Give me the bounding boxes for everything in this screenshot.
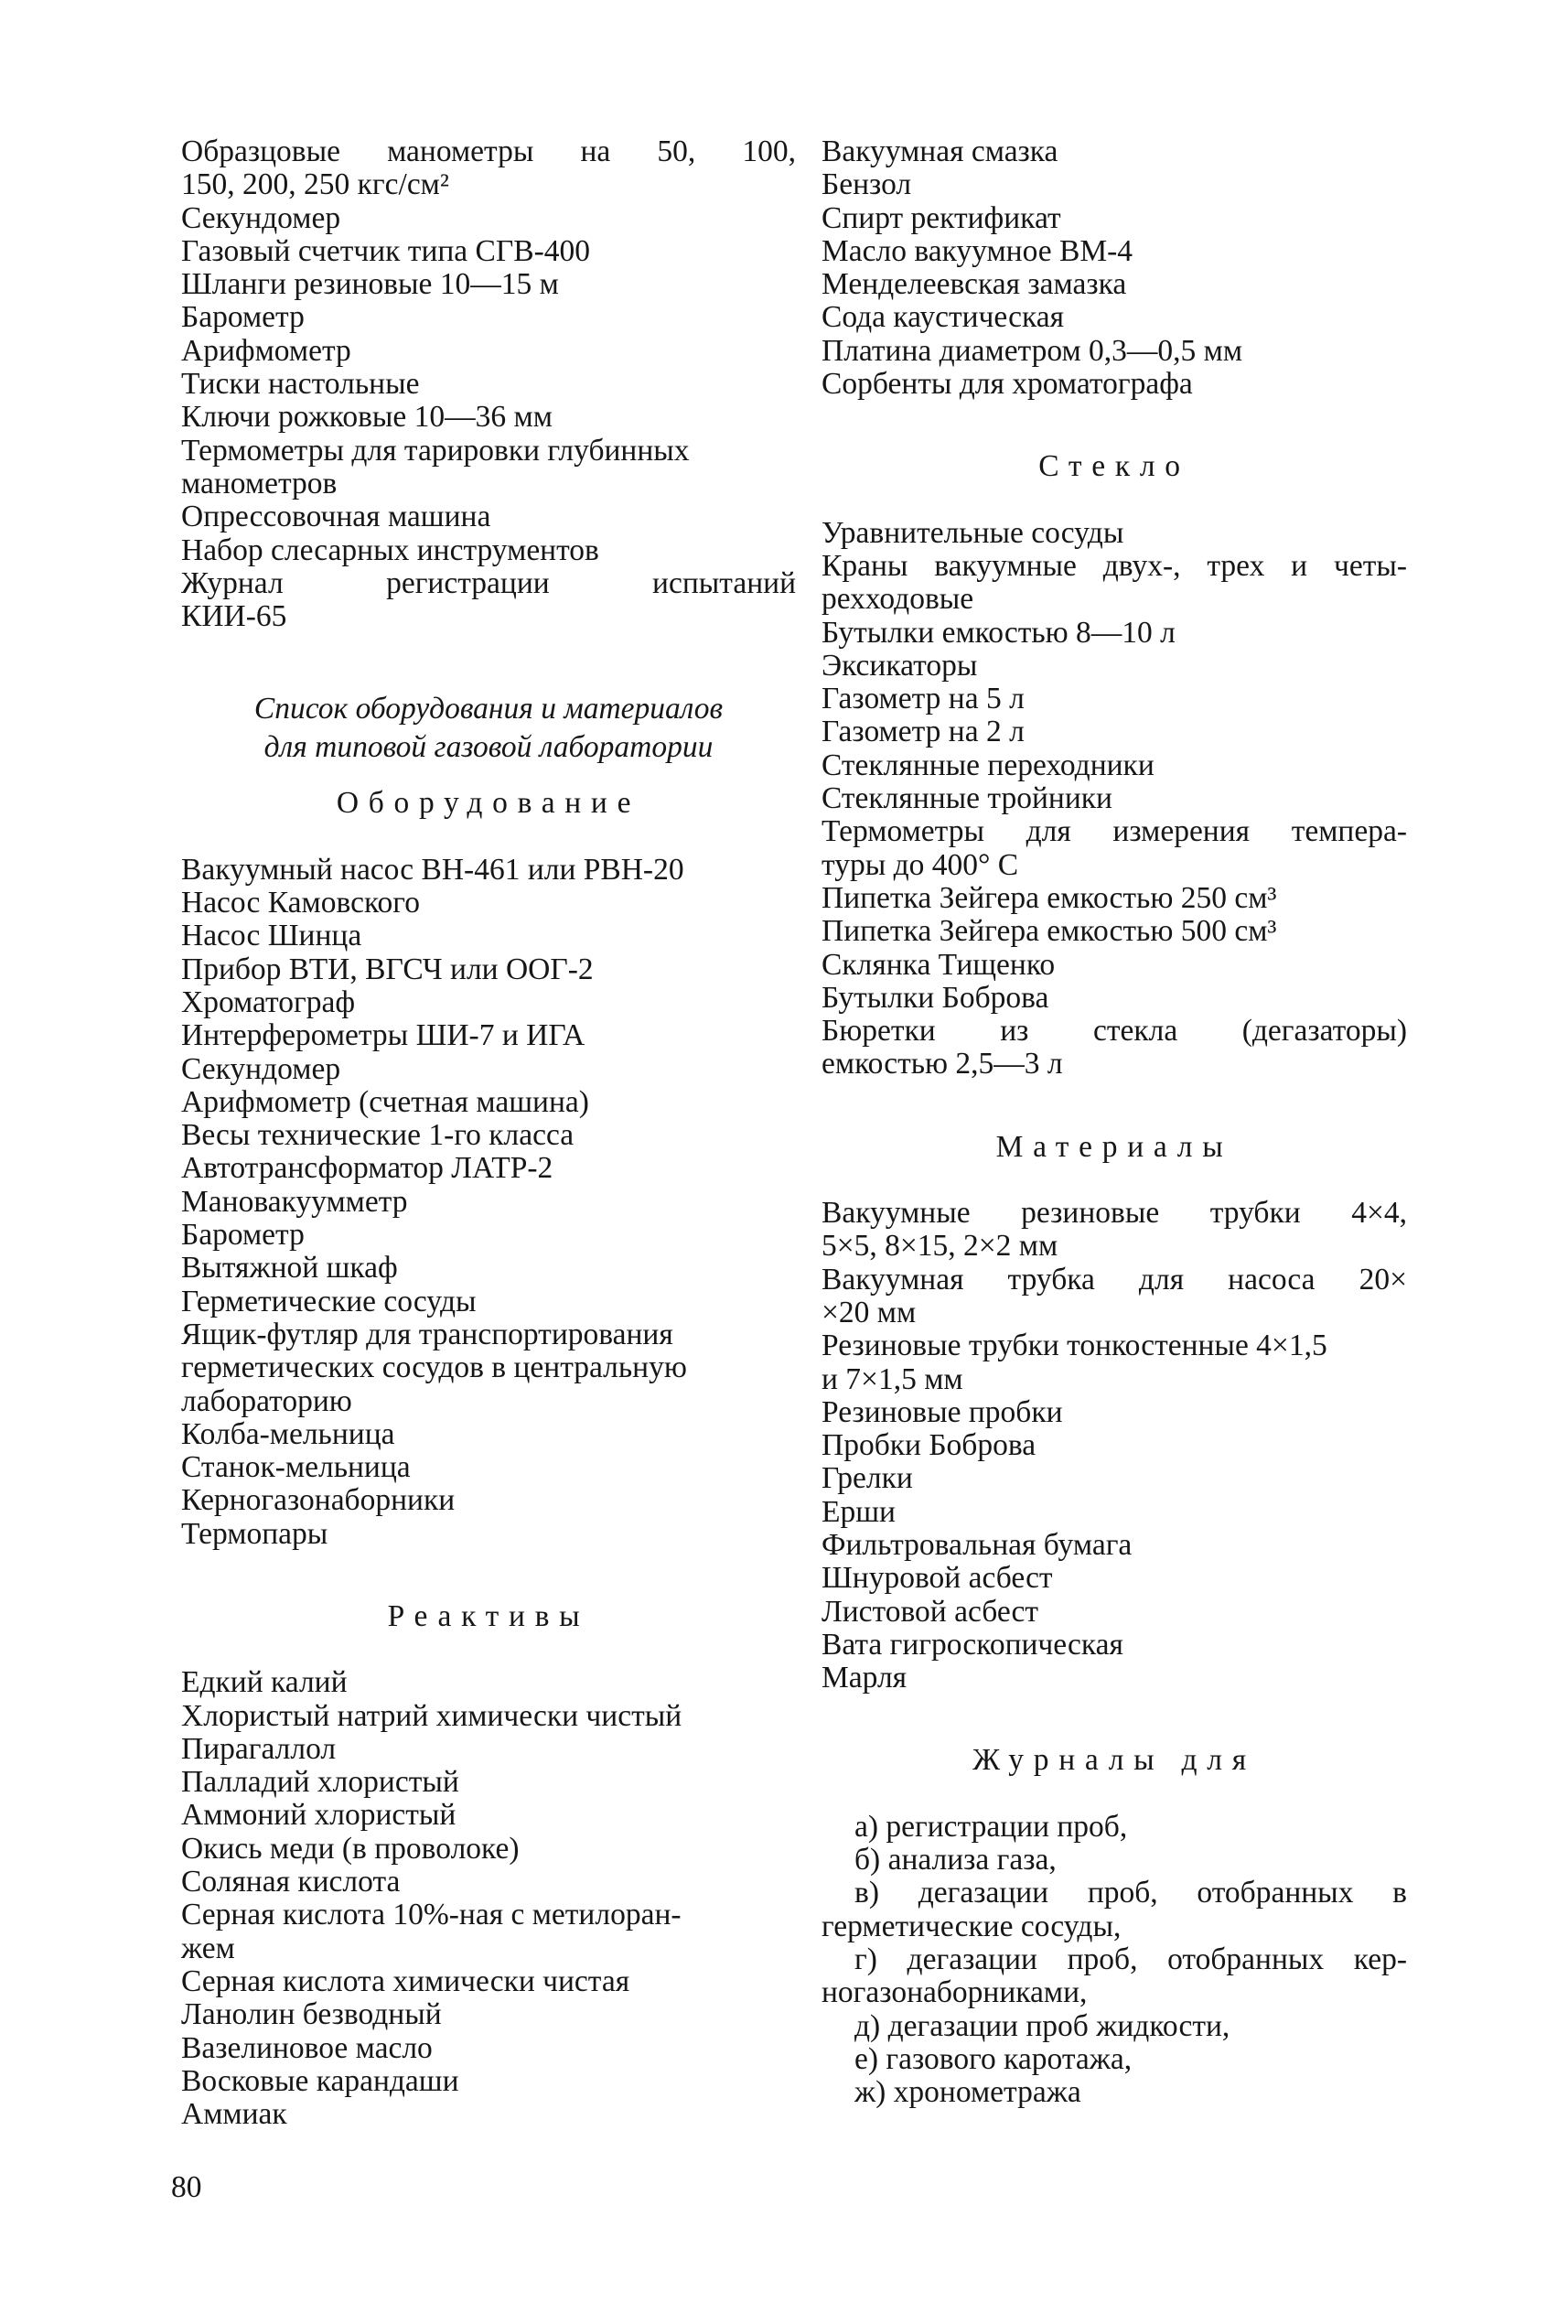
list-item: Секундомер bbox=[181, 1051, 341, 1086]
list-item: Тиски настольные bbox=[181, 367, 420, 402]
list-item: Пипетка Зейгера емкостью 500 см³ bbox=[822, 914, 1277, 949]
list-item: Пипетка Зейгера емкостью 250 см³ bbox=[822, 880, 1277, 915]
left-intro-list bbox=[181, 135, 796, 633]
reagents-list bbox=[181, 1666, 796, 2131]
list-item: Газовый счетчик типа СГВ-400 bbox=[181, 233, 590, 268]
section-heading-glass: Стекло bbox=[1038, 449, 1190, 484]
list-item: Палладий хлористый bbox=[181, 1765, 459, 1800]
list-item: а) регистрации проб, bbox=[854, 1809, 1128, 1844]
list-item: Герметические сосуды bbox=[181, 1284, 477, 1318]
list-item: Термометры для тарировки глубинных bbox=[181, 433, 690, 468]
list-item: 150, 200, 250 кгс/см² bbox=[181, 167, 449, 202]
list-item: Арифмометр bbox=[181, 333, 351, 368]
list-item: Вытяжной шкаф bbox=[181, 1251, 398, 1286]
list-item: Газометр на 5 л bbox=[822, 682, 1025, 716]
list-item: е) газового каротажа, bbox=[854, 2041, 1133, 2076]
list-item: Стеклянные переходники bbox=[822, 748, 1155, 782]
list-item: Стеклянные тройники bbox=[822, 781, 1112, 816]
list-item: Масло вакуумное ВМ-4 bbox=[822, 233, 1133, 268]
journals-list bbox=[822, 1811, 1407, 2110]
list-item: Вакуумная смазка bbox=[822, 134, 1058, 168]
list-item: Эксикаторы bbox=[822, 648, 978, 683]
list-caption bbox=[181, 690, 796, 767]
right-column bbox=[822, 135, 1407, 2109]
list-item: Термометры для измерения темпера- bbox=[822, 814, 1407, 849]
list-item: Термопары bbox=[181, 1516, 328, 1551]
left-column bbox=[181, 135, 796, 2131]
list-item: Резиновые пробки bbox=[822, 1394, 1063, 1429]
list-item: Опрессовочная машина bbox=[181, 500, 491, 534]
list-item: Пирагаллол bbox=[181, 1731, 337, 1766]
glass-list bbox=[822, 517, 1407, 1081]
list-item: Мановакуумметр bbox=[181, 1184, 408, 1219]
list-item: ×20 мм bbox=[822, 1295, 917, 1329]
list-item: Барометр bbox=[181, 300, 305, 335]
list-item: Восковые карандаши bbox=[181, 2063, 459, 2098]
list-item: Арифмометр (счетная машина) bbox=[181, 1084, 589, 1119]
list-item: Резиновые трубки тонкостенные 4×1,5 bbox=[822, 1329, 1327, 1363]
list-item: Уравнительные сосуды bbox=[822, 515, 1124, 550]
list-item: Ланолин безводный bbox=[181, 1997, 442, 2032]
list-item: Бутылки Боброва bbox=[822, 980, 1049, 1015]
list-item: КИИ-65 bbox=[181, 599, 287, 634]
equipment-list bbox=[181, 854, 796, 1551]
list-item: Шнуровой асбест bbox=[822, 1561, 1053, 1596]
list-item: Аммиак bbox=[181, 2097, 287, 2132]
list-item: и 7×1,5 мм bbox=[822, 1361, 963, 1396]
list-item: Керногазонаборники bbox=[181, 1483, 456, 1518]
list-item: Бюретки из стекла (дегазаторы) bbox=[822, 1014, 1407, 1049]
list-item: Серная кислота 10%-ная с метилоран- bbox=[181, 1898, 682, 1932]
list-item: Марля bbox=[822, 1661, 908, 1695]
list-item: Бутылки емкостью 8—10 л bbox=[822, 615, 1176, 650]
list-item: Грелки bbox=[822, 1461, 913, 1496]
list-item: ногазонаборниками, bbox=[822, 1975, 1088, 2010]
list-item: Газометр на 2 л bbox=[822, 715, 1025, 749]
list-item: Ящик-футляр для транспортирования bbox=[181, 1317, 673, 1351]
list-item: Журнал регистрации испытаний bbox=[181, 565, 796, 600]
list-item: Соляная кислота bbox=[181, 1865, 401, 1899]
list-item: Насос Шинца bbox=[181, 919, 362, 953]
list-item: Насос Камовского bbox=[181, 886, 420, 920]
list-item: б) анализа газа, bbox=[854, 1843, 1057, 1877]
list-item: Вакуумный насос ВН-461 или РВН-20 bbox=[181, 852, 684, 887]
page-number: 80 bbox=[171, 2170, 202, 2204]
list-item: лабораторию bbox=[181, 1383, 352, 1418]
list-item: Образцовые манометры на 50, 100, bbox=[181, 134, 796, 168]
list-item: Сорбенты для хроматографа bbox=[822, 367, 1193, 402]
list-item: Вакуумные резиновые трубки 4×4, bbox=[822, 1196, 1407, 1231]
list-item: Автотрансформатор ЛАТР-2 bbox=[181, 1151, 553, 1186]
list-item: Интерферометры ШИ-7 и ИГА bbox=[181, 1018, 585, 1053]
list-item: Фильтровальная бумага bbox=[822, 1527, 1133, 1562]
list-item: Окись меди (в проволоке) bbox=[181, 1831, 520, 1866]
list-item: Секундомер bbox=[181, 200, 341, 235]
materials-list bbox=[822, 1197, 1407, 1695]
list-item: Спирт ректификат bbox=[822, 200, 1061, 235]
list-item: Аммоний хлористый bbox=[181, 1798, 456, 1833]
list-item: Пробки Боброва bbox=[822, 1428, 1036, 1463]
right-intro-list bbox=[822, 135, 1407, 401]
list-item: рехходовые bbox=[822, 582, 974, 617]
list-item: Весы технические 1-го класса bbox=[181, 1118, 575, 1153]
list-item: Колба-мельница bbox=[181, 1416, 395, 1451]
list-item: Хлористый натрий химически чистый bbox=[181, 1698, 682, 1733]
list-item: Бензол bbox=[822, 167, 912, 202]
list-item: Прибор ВТИ, ВГСЧ или ООГ-2 bbox=[181, 952, 594, 986]
list-item: д) дегазации проб жидкости, bbox=[854, 2008, 1230, 2043]
list-item: Ключи рожковые 10—36 мм bbox=[181, 400, 553, 435]
list-item: Серная кислота химически чистая bbox=[181, 1964, 630, 1998]
list-item: емкостью 2,5—3 л bbox=[822, 1047, 1063, 1081]
list-item: Краны вакуумные двух-, трех и четы- bbox=[822, 548, 1407, 583]
list-item: Платина диаметром 0,3—0,5 мм bbox=[822, 333, 1243, 368]
list-item: Хроматограф bbox=[181, 984, 356, 1019]
list-item: Шланги резиновые 10—15 м bbox=[181, 267, 559, 302]
list-item: Вазелиновое масло bbox=[181, 2030, 433, 2065]
section-heading-materials: Материалы bbox=[995, 1129, 1233, 1164]
list-item: жем bbox=[181, 1931, 235, 1965]
caption-line: Список оборудования и материалов bbox=[253, 692, 724, 726]
list-item: Набор слесарных инструментов bbox=[181, 533, 599, 567]
list-item: в) дегазации проб, отобранных в bbox=[854, 1876, 1407, 1910]
list-item: Ерши bbox=[822, 1494, 896, 1529]
list-item: Станок-мельница bbox=[181, 1450, 411, 1485]
list-item: Склянка Тищенко bbox=[822, 947, 1056, 982]
section-heading-equipment: Оборудование bbox=[336, 786, 641, 821]
list-item: туры до 400° С bbox=[822, 847, 1019, 882]
list-item: манометров bbox=[181, 466, 338, 500]
list-item: Менделеевская замазка bbox=[822, 267, 1127, 302]
list-item: 5×5, 8×15, 2×2 мм bbox=[822, 1229, 1058, 1264]
list-item: Листовой асбест bbox=[822, 1594, 1039, 1629]
section-heading-journals: Журналы для bbox=[972, 1743, 1256, 1778]
section-heading-reagents: Реактивы bbox=[387, 1598, 590, 1633]
caption-line: для типовой газовой лаборатории bbox=[263, 730, 714, 765]
list-item: Вата гигроскопическая bbox=[822, 1627, 1123, 1662]
list-item: Вакуумная трубка для насоса 20× bbox=[822, 1262, 1407, 1296]
list-item: ж) хронометража bbox=[854, 2075, 1081, 2110]
list-item: г) дегазации проб, отобранных кер- bbox=[854, 1942, 1407, 1976]
list-item: Барометр bbox=[181, 1218, 305, 1253]
list-item: герметических сосудов в центральную bbox=[181, 1350, 687, 1385]
list-item: Сода каустическая bbox=[822, 300, 1065, 335]
list-item: Едкий калий bbox=[181, 1665, 348, 1700]
list-item: герметические сосуды, bbox=[822, 1909, 1122, 1943]
